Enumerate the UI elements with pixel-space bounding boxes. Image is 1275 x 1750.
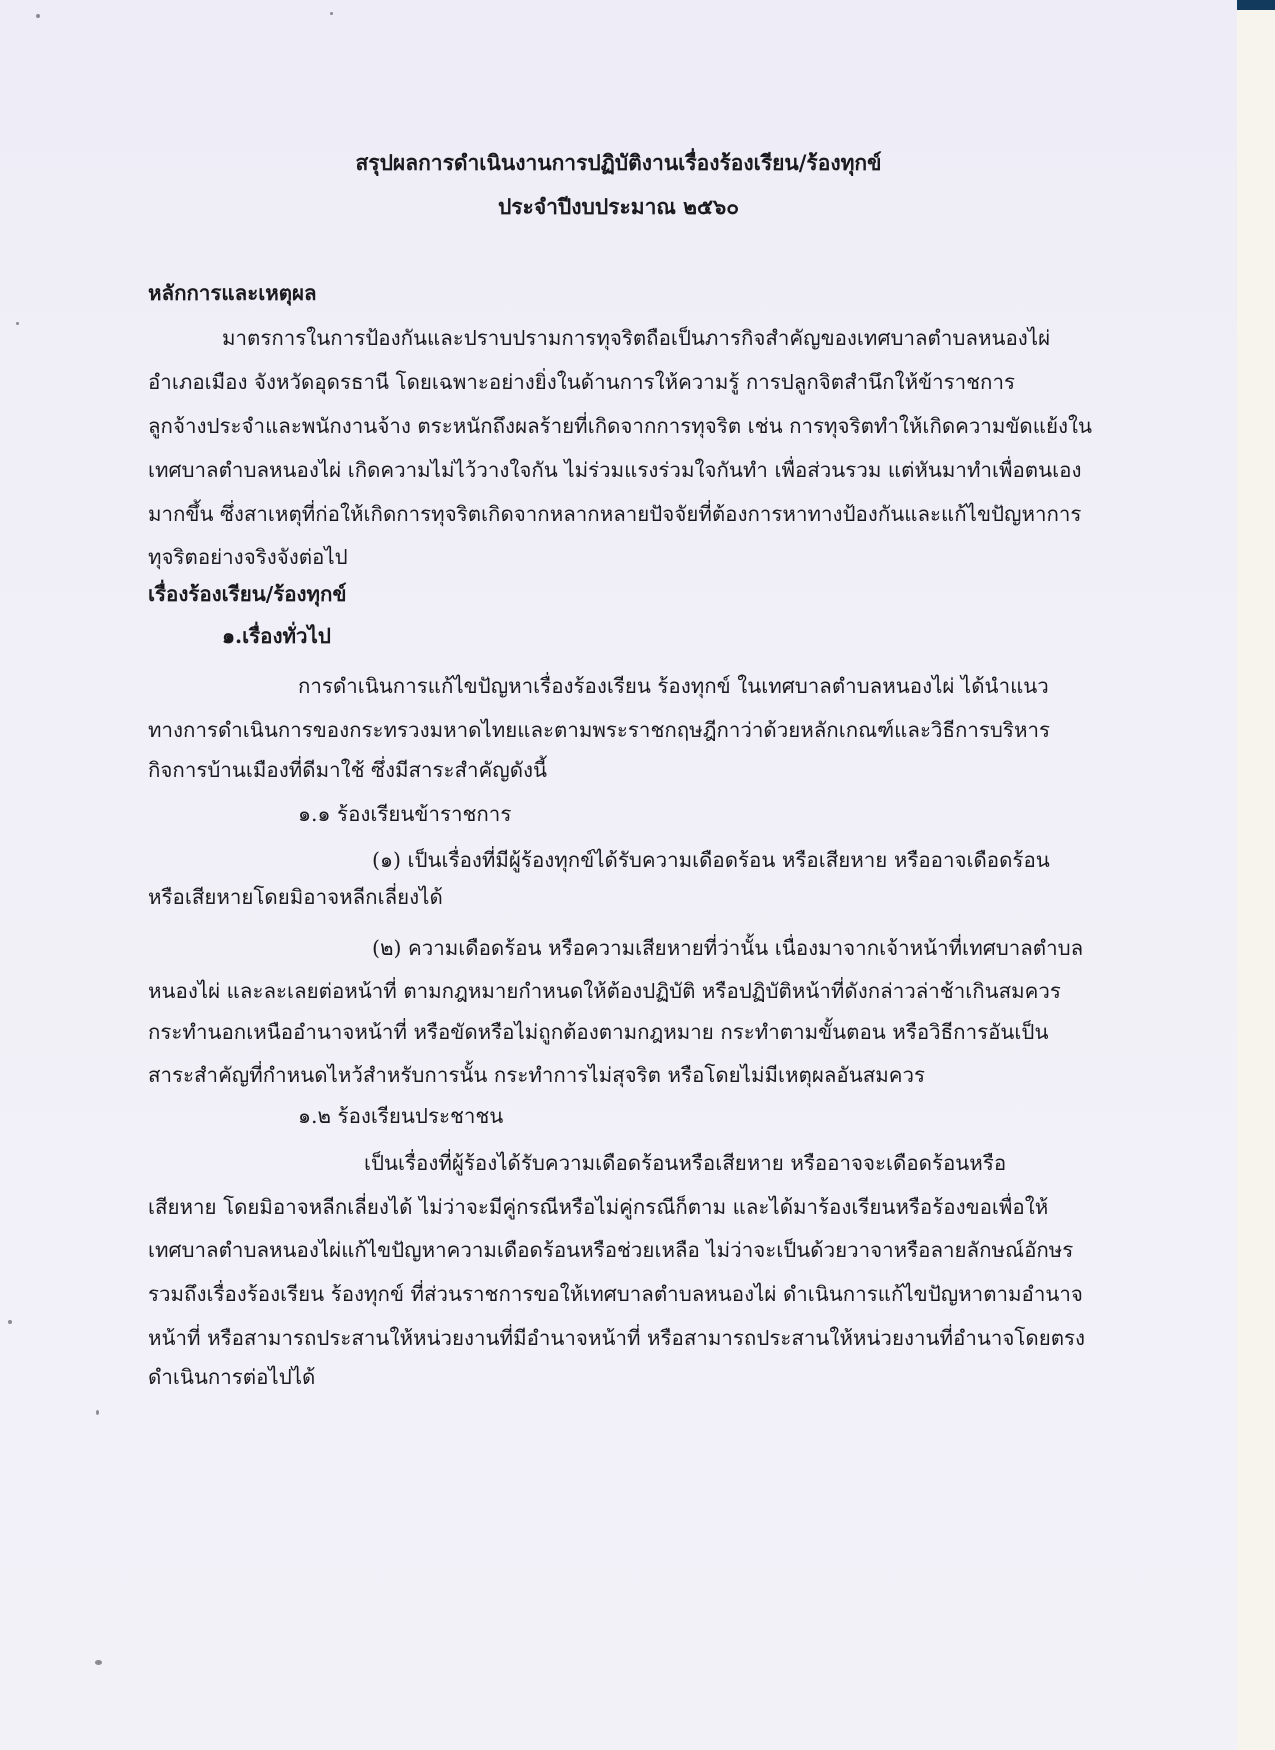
document-subtitle: ประจำปีงบประมาณ ๒๕๖๐ [497,194,740,219]
paragraph-line: หน้าที่ หรือสามารถประสานให้หน่วยงานที่มีอำนาจหน้าที่ หรือสามารถประสานให้หน่วยงานที่อำนาจโดยตรง [148,1326,1086,1350]
paragraph-line: หนองไผ่ และละเลยต่อหน้าที่ ตามกฎหมายกำหนดให้ต้องปฏิบัติ หรือปฏิบัติหน้าที่ดังกล่าวล่าช้าเกินสมควร [148,979,1061,1003]
document-title: สรุปผลการดำเนินงานการปฏิบัติงานเรื่องร้องเรียน/ร้องทุกข์ [355,150,882,175]
section-heading-rationale: หลักการและเหตุผล [148,281,317,305]
paragraph-line: เทศบาลตำบลหนองไผ่ เกิดความไม่ไว้วางใจกัน ไม่ร่วมแรงร่วมใจกันทำ เพื่อส่วนรวม แต่หันมาทำเพื่อตนเอง [148,458,1082,482]
paragraph-line: มากขึ้น ซึ่งสาเหตุที่ก่อให้เกิดการทุจริตเกิดจากหลากหลายปัจจัยที่ต้องการหาทางป้องกันและแก้ไขปัญหาการ [148,502,1082,526]
scan-speck [96,1410,99,1415]
page-edge-strip [1237,0,1275,1750]
page-edge-corner [1237,0,1275,10]
scan-speck [16,322,19,325]
paragraph-line: ทางการดำเนินการของกระทรวงมหาดไทยและตามพระราชกฤษฎีกาว่าด้วยหลักเกณฑ์และวิธีการบริหาร [148,718,1050,742]
paragraph-line: ทุจริตอย่างจริงจังต่อไป [148,545,348,569]
paragraph-line: สาระสำคัญที่กำหนดไหว้สำหรับการนั้น กระทำการไม่สุจริต หรือโดยไม่มีเหตุผลอันสมควร [148,1063,925,1087]
paragraph-line: กิจการบ้านเมืองที่ดีมาใช้ ซึ่งมีสาระสำคัญดังนี้ [148,758,548,782]
paragraph-line: (๑) เป็นเรื่องที่มีผู้ร้องทุกข์ได้รับความเดือดร้อน หรือเสียหาย หรืออาจเดือดร้อน [372,848,1050,872]
paragraph-line: การดำเนินการแก้ไขปัญหาเรื่องร้องเรียน ร้องทุกข์ ในเทศบาลตำบลหนองไผ่ ได้นำแนว [298,674,1049,698]
paragraph-line: เทศบาลตำบลหนองไผ่แก้ไขปัญหาความเดือดร้อนหรือช่วยเหลือ ไม่ว่าจะเป็นด้วยวาจาหรือลายลักษณ์อักษร [148,1238,1074,1262]
paragraph-line: ลูกจ้างประจำและพนักงานจ้าง ตระหนักถึงผลร้ายที่เกิดจากการทุจริต เช่น การทุจริตทำให้เกิดความขัดแย้งใน [148,414,1093,438]
section-heading-complaints: เรื่องร้องเรียน/ร้องทุกข์ [148,582,347,606]
scan-speck [8,1320,12,1324]
paragraph-line: เป็นเรื่องที่ผู้ร้องได้รับความเดือดร้อนหรือเสียหาย หรืออาจจะเดือดร้อนหรือ [364,1151,1007,1175]
scan-speck [330,12,333,15]
item-heading-general: ๑.เรื่องทั่วไป [222,624,331,648]
paragraph-line: รวมถึงเรื่องร้องเรียน ร้องทุกข์ ที่ส่วนราชการขอให้เทศบาลตำบลหนองไผ่ ดำเนินการแก้ไขปัญหาตามอำนาจ [148,1282,1083,1306]
subsection-heading-officials: ๑.๑ ร้องเรียนข้าราชการ [298,802,512,826]
paragraph-line: เสียหาย โดยมิอาจหลีกเลี่ยงได้ ไม่ว่าจะมีคู่กรณีหรือไม่คู่กรณีก็ตาม และได้มาร้องเรียนหรือร้องขอเพื่อให้ [148,1195,1049,1219]
paragraph-line: มาตรการในการป้องกันและปราบปรามการทุจริตถือเป็นภารกิจสำคัญของเทศบาลตำบลหนองไผ่ [222,326,1051,350]
subsection-heading-public: ๑.๒ ร้องเรียนประชาชน [298,1104,504,1128]
paragraph-line: กระทำนอกเหนืออำนาจหน้าที่ หรือขัดหรือไม่ถูกต้องตามกฎหมาย กระทำตามขั้นตอน หรือวิธีการอันเป็น [148,1020,1049,1044]
paragraph-line: อำเภอเมือง จังหวัดอุดรธานี โดยเฉพาะอย่างยิ่งในด้านการให้ความรู้ การปลูกจิตสำนึกให้ข้าราชการ [148,370,1015,394]
paragraph-line: (๒) ความเดือดร้อน หรือความเสียหายที่ว่านั้น เนื่องมาจากเจ้าหน้าที่เทศบาลตำบล [372,936,1084,960]
scan-speck [36,14,40,18]
scan-speck [95,1660,102,1665]
paragraph-line: หรือเสียหายโดยมิอาจหลีกเลี่ยงได้ [148,885,443,909]
paragraph-line: ดำเนินการต่อไปได้ [148,1365,316,1389]
